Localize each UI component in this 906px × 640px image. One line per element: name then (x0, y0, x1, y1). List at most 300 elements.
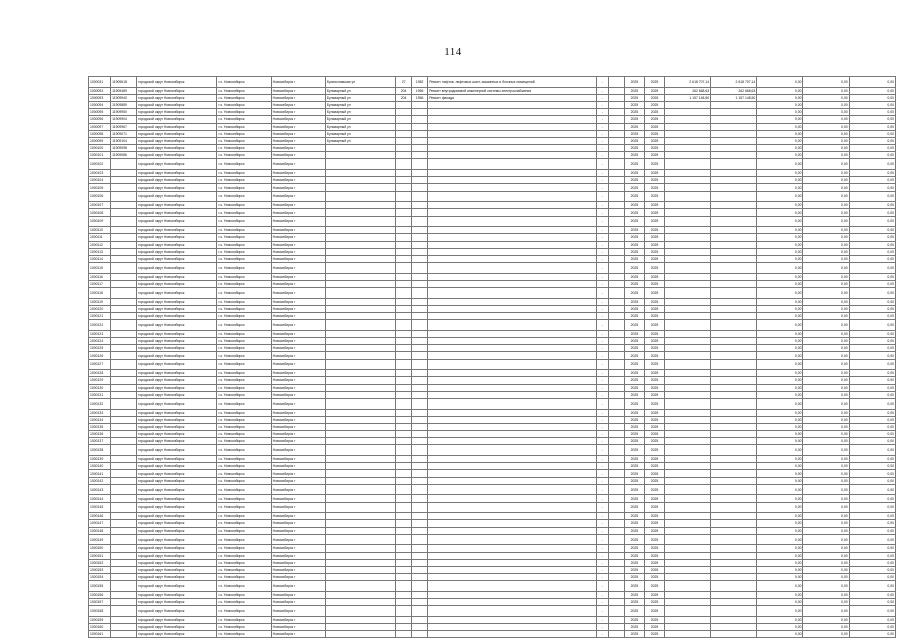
cell-budget-1: 0,00 (757, 241, 803, 248)
cell-city: Новосибирск г (271, 109, 325, 116)
cell-total-cost (665, 320, 711, 331)
cell-street: Бульварный ул (325, 101, 395, 108)
cell-work-type (428, 338, 597, 345)
cell-index (608, 624, 624, 631)
cell-house-code: 11909104 (111, 137, 137, 144)
cell-year-start: 2025 (624, 241, 644, 248)
cell-year-end: 2025 (644, 87, 664, 94)
cell-street (325, 298, 395, 305)
table-row (89, 377, 896, 384)
cell-fund-cost (711, 159, 757, 170)
cell-index (608, 330, 624, 337)
cell-fund-cost (711, 559, 757, 566)
cell-house-code (111, 581, 137, 592)
cell-budget-3: 0,00 (849, 320, 895, 331)
cell-index (608, 305, 624, 312)
cell-city: Новосибирск г (271, 288, 325, 299)
cell-build-year (412, 145, 428, 152)
cell-budget-3: 0,00 (849, 263, 895, 274)
cell-index (608, 130, 624, 137)
cell-budget-2: 0,00 (803, 445, 849, 456)
cell-budget-2: 0,00 (803, 470, 849, 477)
cell-municipality: городской округ Новосибирск (137, 345, 217, 352)
cell-year-start: 2025 (624, 484, 644, 495)
cell-total-cost (665, 574, 711, 581)
cell-index (608, 445, 624, 456)
cell-fund-cost (711, 170, 757, 177)
cell-marker: - (596, 527, 608, 534)
cell-budget-1: 0,00 (757, 298, 803, 305)
cell-year-start: 2025 (624, 109, 644, 116)
cell-total-cost (665, 581, 711, 592)
cell-budget-2: 0,00 (803, 305, 849, 312)
cell-city: Новосибирск г (271, 624, 325, 631)
cell-fund-cost (711, 456, 757, 463)
cell-house-code (111, 574, 137, 581)
cell-house-code (111, 288, 137, 299)
cell-year-start: 2025 (624, 370, 644, 377)
cell-marker: - (596, 624, 608, 631)
cell-street (325, 631, 395, 638)
cell-year-start: 2025 (624, 359, 644, 370)
cell-marker: - (596, 216, 608, 227)
cell-municipality: городской округ Новосибирск (137, 241, 217, 248)
cell-house-code (111, 470, 137, 477)
cell-year-start: 2025 (624, 255, 644, 262)
cell-budget-3: 0,00 (849, 527, 895, 534)
cell-budget-1: 0,00 (757, 330, 803, 337)
cell-year-end: 2025 (644, 273, 664, 280)
cell-marker: - (596, 345, 608, 352)
cell-row-id: 1000127 (89, 359, 111, 370)
cell-house-number (396, 477, 412, 484)
cell-fund-cost (711, 123, 757, 130)
cell-index (608, 370, 624, 377)
cell-municipality: городской округ Новосибирск (137, 101, 217, 108)
cell-settlement: г.о. Новосибирск (217, 398, 271, 409)
cell-municipality: городской округ Новосибирск (137, 288, 217, 299)
cell-budget-2: 0,00 (803, 255, 849, 262)
cell-budget-1: 0,00 (757, 191, 803, 202)
cell-city: Новосибирск г (271, 606, 325, 617)
cell-fund-cost (711, 263, 757, 274)
cell-work-type (428, 313, 597, 320)
cell-budget-2: 0,00 (803, 377, 849, 384)
cell-year-end: 2025 (644, 145, 664, 152)
cell-budget-2: 0,00 (803, 606, 849, 617)
cell-row-id: 1000124 (89, 338, 111, 345)
cell-index (608, 616, 624, 623)
cell-settlement: г.о. Новосибирск (217, 305, 271, 312)
cell-row-id: 1000105 (89, 184, 111, 191)
cell-municipality: городской округ Новосибирск (137, 330, 217, 337)
cell-work-type (428, 552, 597, 559)
cell-work-type (428, 409, 597, 416)
cell-year-start: 2025 (624, 345, 644, 352)
cell-year-end: 2025 (644, 370, 664, 377)
cell-budget-1: 0,00 (757, 438, 803, 445)
cell-index (608, 345, 624, 352)
cell-budget-3: 0,00 (849, 416, 895, 423)
cell-street (325, 330, 395, 337)
cell-build-year (412, 624, 428, 631)
cell-year-end: 2025 (644, 345, 664, 352)
cell-work-type (428, 145, 597, 152)
table-row (89, 227, 896, 234)
cell-house-number (396, 470, 412, 477)
cell-total-cost (665, 123, 711, 130)
cell-city: Новосибирск г (271, 463, 325, 470)
cell-street (325, 227, 395, 234)
cell-index (608, 170, 624, 177)
cell-build-year (412, 241, 428, 248)
table-row (89, 234, 896, 241)
cell-municipality: городской округ Новосибирск (137, 177, 217, 184)
cell-budget-3: 0,00 (849, 470, 895, 477)
table-row (89, 534, 896, 545)
cell-city: Новосибирск г (271, 431, 325, 438)
cell-settlement: г.о. Новосибирск (217, 288, 271, 299)
table-row (89, 552, 896, 559)
cell-budget-3: 0,00 (849, 581, 895, 592)
cell-fund-cost (711, 438, 757, 445)
cell-build-year (412, 502, 428, 513)
cell-budget-2: 0,00 (803, 431, 849, 438)
cell-budget-3: 0,00 (849, 184, 895, 191)
cell-build-year (412, 152, 428, 159)
cell-year-start: 2025 (624, 559, 644, 566)
cell-budget-3: 0,00 (849, 313, 895, 320)
cell-street (325, 520, 395, 527)
cell-year-end: 2025 (644, 456, 664, 463)
cell-work-type (428, 305, 597, 312)
cell-year-start: 2025 (624, 416, 644, 423)
cell-fund-cost (711, 423, 757, 430)
cell-build-year: 1982 (412, 77, 428, 88)
cell-fund-cost (711, 313, 757, 320)
cell-city: Новосибирск г (271, 398, 325, 409)
cell-city: Новосибирск г (271, 470, 325, 477)
cell-house-number (396, 513, 412, 520)
cell-year-start: 2025 (624, 566, 644, 573)
cell-total-cost (665, 445, 711, 456)
cell-house-code (111, 624, 137, 631)
cell-city: Новосибирск г (271, 248, 325, 255)
cell-street (325, 359, 395, 370)
cell-city: Новосибирск г (271, 377, 325, 384)
cell-budget-1: 0,00 (757, 338, 803, 345)
cell-fund-cost (711, 470, 757, 477)
cell-house-code (111, 520, 137, 527)
cell-work-type (428, 370, 597, 377)
cell-municipality: городской округ Новосибирск (137, 152, 217, 159)
cell-year-start: 2025 (624, 624, 644, 631)
cell-marker: - (596, 330, 608, 337)
cell-fund-cost (711, 116, 757, 123)
cell-municipality: городской округ Новосибирск (137, 377, 217, 384)
cell-year-start: 2025 (624, 177, 644, 184)
cell-budget-1: 0,00 (757, 216, 803, 227)
cell-work-type (428, 545, 597, 552)
cell-work-type (428, 423, 597, 430)
cell-build-year (412, 227, 428, 234)
cell-total-cost (665, 170, 711, 177)
table-row (89, 502, 896, 513)
cell-build-year (412, 345, 428, 352)
cell-year-start: 2025 (624, 438, 644, 445)
cell-budget-1: 0,00 (757, 431, 803, 438)
cell-year-end: 2025 (644, 184, 664, 191)
cell-house-number (396, 209, 412, 216)
table-row (89, 416, 896, 423)
cell-settlement: г.о. Новосибирск (217, 631, 271, 638)
cell-index (608, 477, 624, 484)
cell-index (608, 298, 624, 305)
cell-build-year (412, 123, 428, 130)
cell-house-number (396, 313, 412, 320)
cell-house-number (396, 109, 412, 116)
cell-budget-2: 0,00 (803, 359, 849, 370)
cell-total-cost (665, 384, 711, 391)
cell-total-cost (665, 202, 711, 209)
cell-build-year (412, 484, 428, 495)
cell-house-code (111, 338, 137, 345)
cell-fund-cost (711, 631, 757, 638)
cell-year-end: 2025 (644, 191, 664, 202)
cell-index (608, 288, 624, 299)
cell-row-id: 1000097 (89, 123, 111, 130)
cell-street (325, 409, 395, 416)
cell-city: Новосибирск г (271, 234, 325, 241)
cell-house-number (396, 552, 412, 559)
cell-budget-3: 0,00 (849, 191, 895, 202)
cell-budget-3: 0,00 (849, 477, 895, 484)
cell-marker: - (596, 248, 608, 255)
cell-budget-1: 0,00 (757, 445, 803, 456)
cell-index (608, 409, 624, 416)
cell-budget-2: 0,00 (803, 545, 849, 552)
cell-year-end: 2025 (644, 398, 664, 409)
cell-settlement: г.о. Новосибирск (217, 94, 271, 101)
cell-city: Новосибирск г (271, 438, 325, 445)
cell-house-code (111, 345, 137, 352)
cell-city: Новосибирск г (271, 87, 325, 94)
cell-fund-cost (711, 431, 757, 438)
cell-year-end: 2025 (644, 288, 664, 299)
cell-municipality: городской округ Новосибирск (137, 606, 217, 617)
cell-city: Новосибирск г (271, 159, 325, 170)
table-row (89, 255, 896, 262)
cell-row-id: 1000136 (89, 431, 111, 438)
cell-municipality: городской округ Новосибирск (137, 591, 217, 598)
cell-row-id: 1000160 (89, 624, 111, 631)
cell-total-cost (665, 145, 711, 152)
cell-municipality: городской округ Новосибирск (137, 502, 217, 513)
cell-settlement: г.о. Новосибирск (217, 566, 271, 573)
cell-street (325, 559, 395, 566)
cell-house-number (396, 255, 412, 262)
cell-budget-1: 0,00 (757, 152, 803, 159)
cell-year-end: 2025 (644, 384, 664, 391)
cell-fund-cost (711, 463, 757, 470)
cell-row-id: 1000096 (89, 116, 111, 123)
cell-house-code (111, 184, 137, 191)
cell-budget-2: 0,00 (803, 352, 849, 359)
cell-year-end: 2025 (644, 305, 664, 312)
cell-fund-cost (711, 191, 757, 202)
cell-street (325, 391, 395, 398)
cell-house-code: 11909489 (111, 87, 137, 94)
cell-build-year (412, 130, 428, 137)
cell-total-cost (665, 545, 711, 552)
cell-street (325, 338, 395, 345)
cell-work-type (428, 137, 597, 144)
cell-street: Бульварный ул (325, 94, 395, 101)
cell-year-start: 2025 (624, 470, 644, 477)
cell-budget-3: 0,00 (849, 170, 895, 177)
cell-house-number (396, 559, 412, 566)
cell-work-type (428, 109, 597, 116)
table-row (89, 241, 896, 248)
cell-marker: - (596, 438, 608, 445)
cell-house-code (111, 263, 137, 274)
cell-house-number (396, 234, 412, 241)
cell-year-start: 2025 (624, 545, 644, 552)
cell-marker: - (596, 534, 608, 545)
cell-house-code (111, 527, 137, 534)
cell-house-code: 11909071 (111, 130, 137, 137)
cell-year-start: 2025 (624, 513, 644, 520)
cell-settlement: г.о. Новосибирск (217, 559, 271, 566)
cell-city: Новосибирск г (271, 330, 325, 337)
cell-municipality: городской округ Новосибирск (137, 130, 217, 137)
cell-year-end: 2025 (644, 123, 664, 130)
cell-index (608, 248, 624, 255)
cell-city: Новосибирск г (271, 184, 325, 191)
cell-house-code (111, 273, 137, 280)
cell-work-type (428, 377, 597, 384)
cell-house-number (396, 545, 412, 552)
cell-municipality: городской округ Новосибирск (137, 273, 217, 280)
cell-build-year (412, 184, 428, 191)
table-row (89, 574, 896, 581)
cell-row-id: 1000102 (89, 159, 111, 170)
cell-street (325, 234, 395, 241)
cell-index (608, 495, 624, 502)
cell-house-code (111, 409, 137, 416)
cell-budget-2: 0,00 (803, 463, 849, 470)
cell-budget-3: 0,00 (849, 255, 895, 262)
cell-marker: - (596, 77, 608, 88)
cell-row-id: 1000098 (89, 130, 111, 137)
cell-fund-cost (711, 109, 757, 116)
cell-city: Новосибирск г (271, 423, 325, 430)
cell-fund-cost (711, 209, 757, 216)
cell-row-id: 1000117 (89, 280, 111, 287)
cell-work-type (428, 184, 597, 191)
cell-budget-2: 0,00 (803, 241, 849, 248)
cell-marker: - (596, 552, 608, 559)
table-row (89, 409, 896, 416)
cell-year-end: 2025 (644, 298, 664, 305)
table-row (89, 137, 896, 144)
cell-house-number (396, 338, 412, 345)
cell-house-number (396, 159, 412, 170)
table-row (89, 280, 896, 287)
cell-marker: - (596, 377, 608, 384)
cell-year-start: 2025 (624, 352, 644, 359)
cell-work-type (428, 616, 597, 623)
table-row (89, 513, 896, 520)
cell-build-year (412, 320, 428, 331)
cell-marker: - (596, 145, 608, 152)
cell-budget-1: 0,00 (757, 416, 803, 423)
cell-work-type (428, 527, 597, 534)
cell-house-number (396, 423, 412, 430)
cell-build-year (412, 298, 428, 305)
cell-budget-1: 0,00 (757, 574, 803, 581)
cell-work-type (428, 227, 597, 234)
cell-row-id: 1000133 (89, 409, 111, 416)
cell-year-start: 2025 (624, 423, 644, 430)
cell-build-year (412, 288, 428, 299)
cell-build-year (412, 370, 428, 377)
cell-work-type (428, 177, 597, 184)
cell-marker: - (596, 191, 608, 202)
cell-settlement: г.о. Новосибирск (217, 520, 271, 527)
cell-city: Новосибирск г (271, 123, 325, 130)
cell-total-cost (665, 616, 711, 623)
cell-work-type (428, 470, 597, 477)
cell-street (325, 320, 395, 331)
cell-build-year (412, 170, 428, 177)
cell-build-year (412, 305, 428, 312)
cell-total-cost (665, 298, 711, 305)
cell-budget-1: 0,00 (757, 109, 803, 116)
cell-house-code: 11909889 (111, 101, 137, 108)
cell-budget-1: 0,00 (757, 502, 803, 513)
cell-year-end: 2025 (644, 227, 664, 234)
cell-house-number (396, 463, 412, 470)
table-row (89, 101, 896, 108)
cell-total-cost (665, 484, 711, 495)
cell-settlement: г.о. Новосибирск (217, 109, 271, 116)
cell-build-year (412, 463, 428, 470)
cell-build-year (412, 581, 428, 592)
cell-house-number (396, 384, 412, 391)
cell-row-id: 1000126 (89, 352, 111, 359)
cell-year-start: 2025 (624, 599, 644, 606)
cell-year-start: 2025 (624, 305, 644, 312)
cell-city: Новосибирск г (271, 170, 325, 177)
cell-budget-2: 0,00 (803, 273, 849, 280)
cell-city: Новосибирск г (271, 313, 325, 320)
cell-marker: - (596, 227, 608, 234)
cell-municipality: городской округ Новосибирск (137, 463, 217, 470)
cell-budget-2: 0,00 (803, 320, 849, 331)
cell-year-start: 2025 (624, 209, 644, 216)
cell-year-end: 2025 (644, 513, 664, 520)
cell-row-id: 1000121 (89, 313, 111, 320)
cell-municipality: городской округ Новосибирск (137, 94, 217, 101)
cell-index (608, 438, 624, 445)
table-row (89, 330, 896, 337)
cell-budget-3: 0,00 (849, 423, 895, 430)
cell-house-number (396, 391, 412, 398)
cell-total-cost (665, 234, 711, 241)
cell-year-end: 2025 (644, 330, 664, 337)
cell-marker: - (596, 495, 608, 502)
